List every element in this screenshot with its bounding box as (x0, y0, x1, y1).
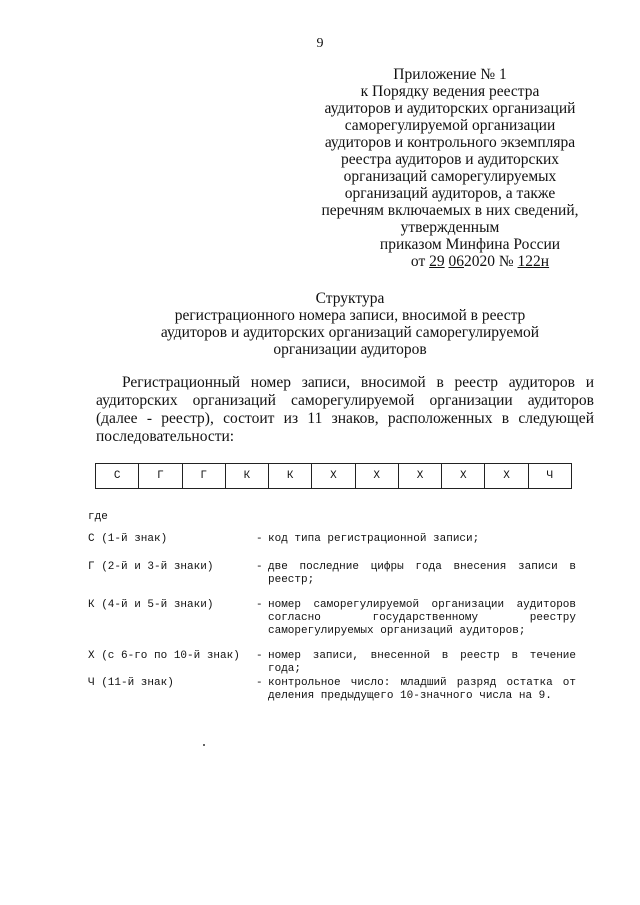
code-cell: Ч (528, 464, 571, 489)
title-line: Структура (315, 290, 385, 307)
title-line: организации аудиторов (273, 341, 427, 358)
order-number: 122н (517, 253, 550, 270)
code-cell: С (96, 464, 139, 489)
appendix-line: утвержденным (400, 219, 500, 236)
appendix-line: реестра аудиторов и аудиторских (340, 151, 560, 168)
title-line: аудиторов и аудиторских организаций саморегулируемой (160, 324, 540, 341)
title-line: регистрационного номера записи, вносимой в реестр (174, 307, 526, 324)
legend-term: Г (2-й и 3-й знаки) (88, 561, 214, 573)
document-title (80, 290, 620, 358)
appendix-line: перечням включаемых в них сведений, (321, 202, 579, 219)
legend-dash: - (256, 677, 263, 689)
code-cell: Х (485, 464, 528, 489)
legend-term: Х (с 6-го по 10-й знак) (88, 650, 240, 662)
appendix-line: к Порядку ведения реестра (360, 83, 540, 100)
legend-term: С (1-й знак) (88, 533, 168, 545)
appendix-line: Приложение № 1 (393, 66, 507, 83)
code-structure-table (95, 463, 572, 489)
code-cell: Х (355, 464, 398, 489)
intro-paragraph: Регистрационный номер записи, вносимой в реестр аудиторов и аудиторских организаций саморегулируемой организации аудиторов (далее - реестр), состоит из 11 знаков, расположенных в следующей последовательности: (96, 374, 594, 445)
appendix-line: аудиторов и контрольного экземпляра (324, 134, 576, 151)
legend-description: номер саморегулируемой организации аудиторов согласно государственному реестру саморегулируемых организаций аудиторов; (268, 599, 576, 637)
code-cell: Х (398, 464, 441, 489)
code-cell: Х (312, 464, 355, 489)
appendix-line: саморегулируемой организации (344, 117, 556, 134)
legend-description: код типа регистрационной записи; (268, 533, 480, 545)
order-number-sign: № (498, 253, 514, 270)
legend-description: номер записи, внесенной в реестр в течение года; (268, 650, 576, 675)
legend-dash: - (256, 650, 263, 662)
legend-term: К (4-й и 5-й знаки) (88, 599, 214, 611)
legend-description: две последние цифры года внесения записи в реестр; (268, 561, 576, 586)
legend-dash: - (256, 561, 263, 573)
code-cell: К (225, 464, 268, 489)
appendix-line: приказом Минфина России (379, 236, 561, 253)
code-cell: Г (182, 464, 225, 489)
where-label: где (88, 511, 108, 523)
legend-description: контрольное число: младший разряд остатка от деления предыдущего 10-значного числа на 9. (268, 677, 576, 702)
order-date-line (300, 253, 600, 270)
code-cell: К (269, 464, 312, 489)
order-year: 2020 (463, 253, 495, 270)
legend-dash: - (256, 533, 263, 545)
code-cell: Х (442, 464, 485, 489)
appendix-line: организаций аудиторов, а также (344, 185, 556, 202)
legend-dash: - (256, 599, 263, 611)
code-cell: Г (139, 464, 182, 489)
appendix-line: организаций саморегулируемых (343, 168, 557, 185)
order-prefix: от (410, 253, 426, 270)
order-month: 06 (448, 253, 464, 270)
order-day: 29 (429, 253, 445, 270)
legend-term: Ч (11-й знак) (88, 677, 174, 689)
appendix-line: аудиторов и аудиторских организаций (324, 100, 576, 117)
table-row (96, 464, 572, 489)
page-number: 9 (316, 36, 324, 51)
scan-speck (203, 744, 205, 746)
appendix-header (300, 66, 600, 270)
